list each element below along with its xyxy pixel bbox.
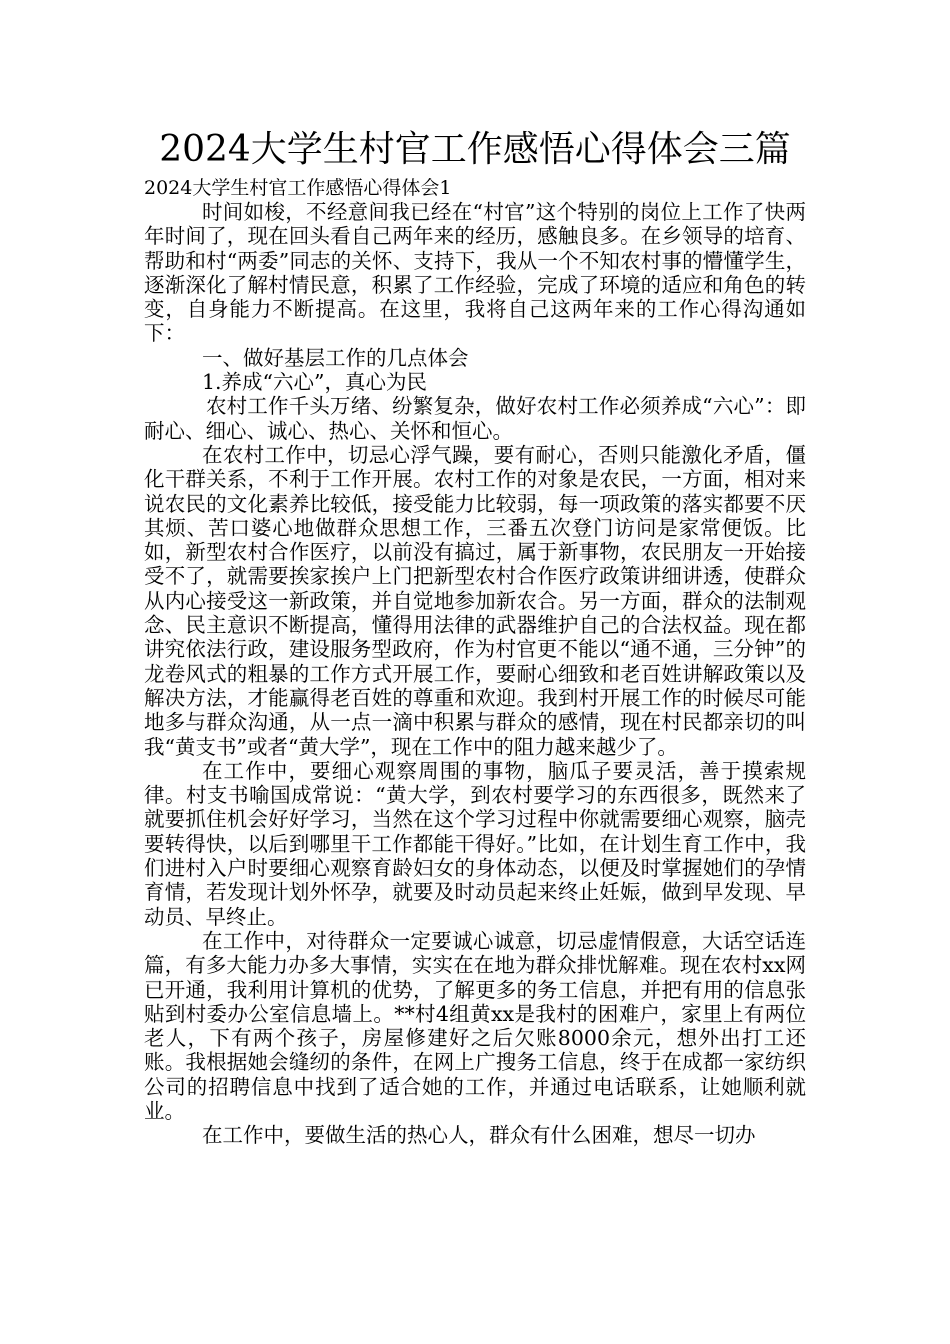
paragraph-intro: 时间如梭，不经意间我已经在“村官”这个特别的岗位上工作了快两年时间了，现在回头看自己两年来的经历，感触良多。在乡领导的培育、帮助和村“两委”同志的关怀、支持下，我从一个不知农村事的懵懂学生，逐渐深化了解村情民意，积累了工作经验，完成了环境的适应和角色的转变，自身能力不断提高。在这里，我将自己这两年来的工作心得沟通如下：	[144, 200, 806, 346]
heading-section-one: 一、做好基层工作的几点体会	[202, 345, 469, 370]
paragraph-patience: 在农村工作中，切忌心浮气躁，要有耐心，否则只能激化矛盾，僵化干群关系，不利于工作开展。农村工作的对象是农民，一方面，相对来说农民的文化素养比较低，接受能力比较弱，每一项政策的落实都要不厌其烦、苦口婆心地做群众思想工作，三番五次登门访问是家常便饭。比如，新型农村合作医疗，以前没有搞过，属于新事物，农民朋友一开始接受不了，就需要挨家挨户上门把新型农村合作医疗政策讲细讲透，使群众从内心接受这一新政策，并自觉地参加新农合。另一方面，群众的法制观念、民主意识不断提高，懂得用法律的武器维护自己的合法权益。现在都讲究依法行政，建设服务型政府，作为村官更不能以“通不通，三分钟”的龙卷风式的粗暴的工作方式开展工作，要耐心细致和老百姓讲解政策以及解决方法，才能赢得老百姓的尊重和欢迎。我到村开展工作的时候尽可能地多与群众沟通，从一点一滴中积累与群众的感情，现在村民都亲切的叫我“黄支书”或者“黄大学”，现在工作中的阻力越来越少了。	[144, 442, 806, 759]
paragraph-attentiveness: 在工作中，要细心观察周围的事物，脑瓜子要灵活，善于摸索规律。村支书喻国成常说：“黄大学，到农村要学习的东西很多，既然来了就要抓住机会好好学习，当然在这个学习过程中你就需要细心观察，脑壳要转得快，以后到哪里干工作都能干得好。”比如，在计划生育工作中，我们进村入户时要细心观察育龄妇女的身体动态，以便及时掌握她们的孕情育情，若发现计划外怀孕，就要及时动员起来终止妊娠，做到早发现、早动员、早终止。	[144, 758, 806, 929]
document-title: 2024大学生村官工作感悟心得体会三篇	[159, 129, 791, 170]
paragraph-sincerity: 在工作中，对待群众一定要诚心诚意，切忌虚情假意，大话空话连篇，有多大能力办多大事情，实实在在地为群众排忧解难。现在农村xx网已开通，我利用计算机的优势，了解更多的务工信息，并把有用的信息张贴到村委办公室信息墙上。**村4组黄xx是我村的困难户，家里上有两位老人，下有两个孩子，房屋修建好之后欠账8000余元，想外出打工还账。我根据她会缝纫的条件，在网上广搜务工信息，终于在成都一家纺织公司的招聘信息中找到了适合她的工作，并通过电话联系，让她顺利就业。	[144, 928, 806, 1123]
paragraph-six-hearts: 农村工作千头万绪、纷繁复杂，做好农村工作必须养成“六心”：即耐心、细心、诚心、热心、关怀和恒心。	[144, 394, 806, 443]
document-body	[144, 200, 806, 1148]
section-subtitle: 2024大学生村官工作感悟心得体会1	[144, 177, 452, 199]
heading-six-hearts: 1.养成“六心”，真心为民	[202, 370, 428, 395]
paragraph-enthusiasm: 在工作中，要做生活的热心人，群众有什么困难，想尽一切办	[202, 1123, 756, 1148]
